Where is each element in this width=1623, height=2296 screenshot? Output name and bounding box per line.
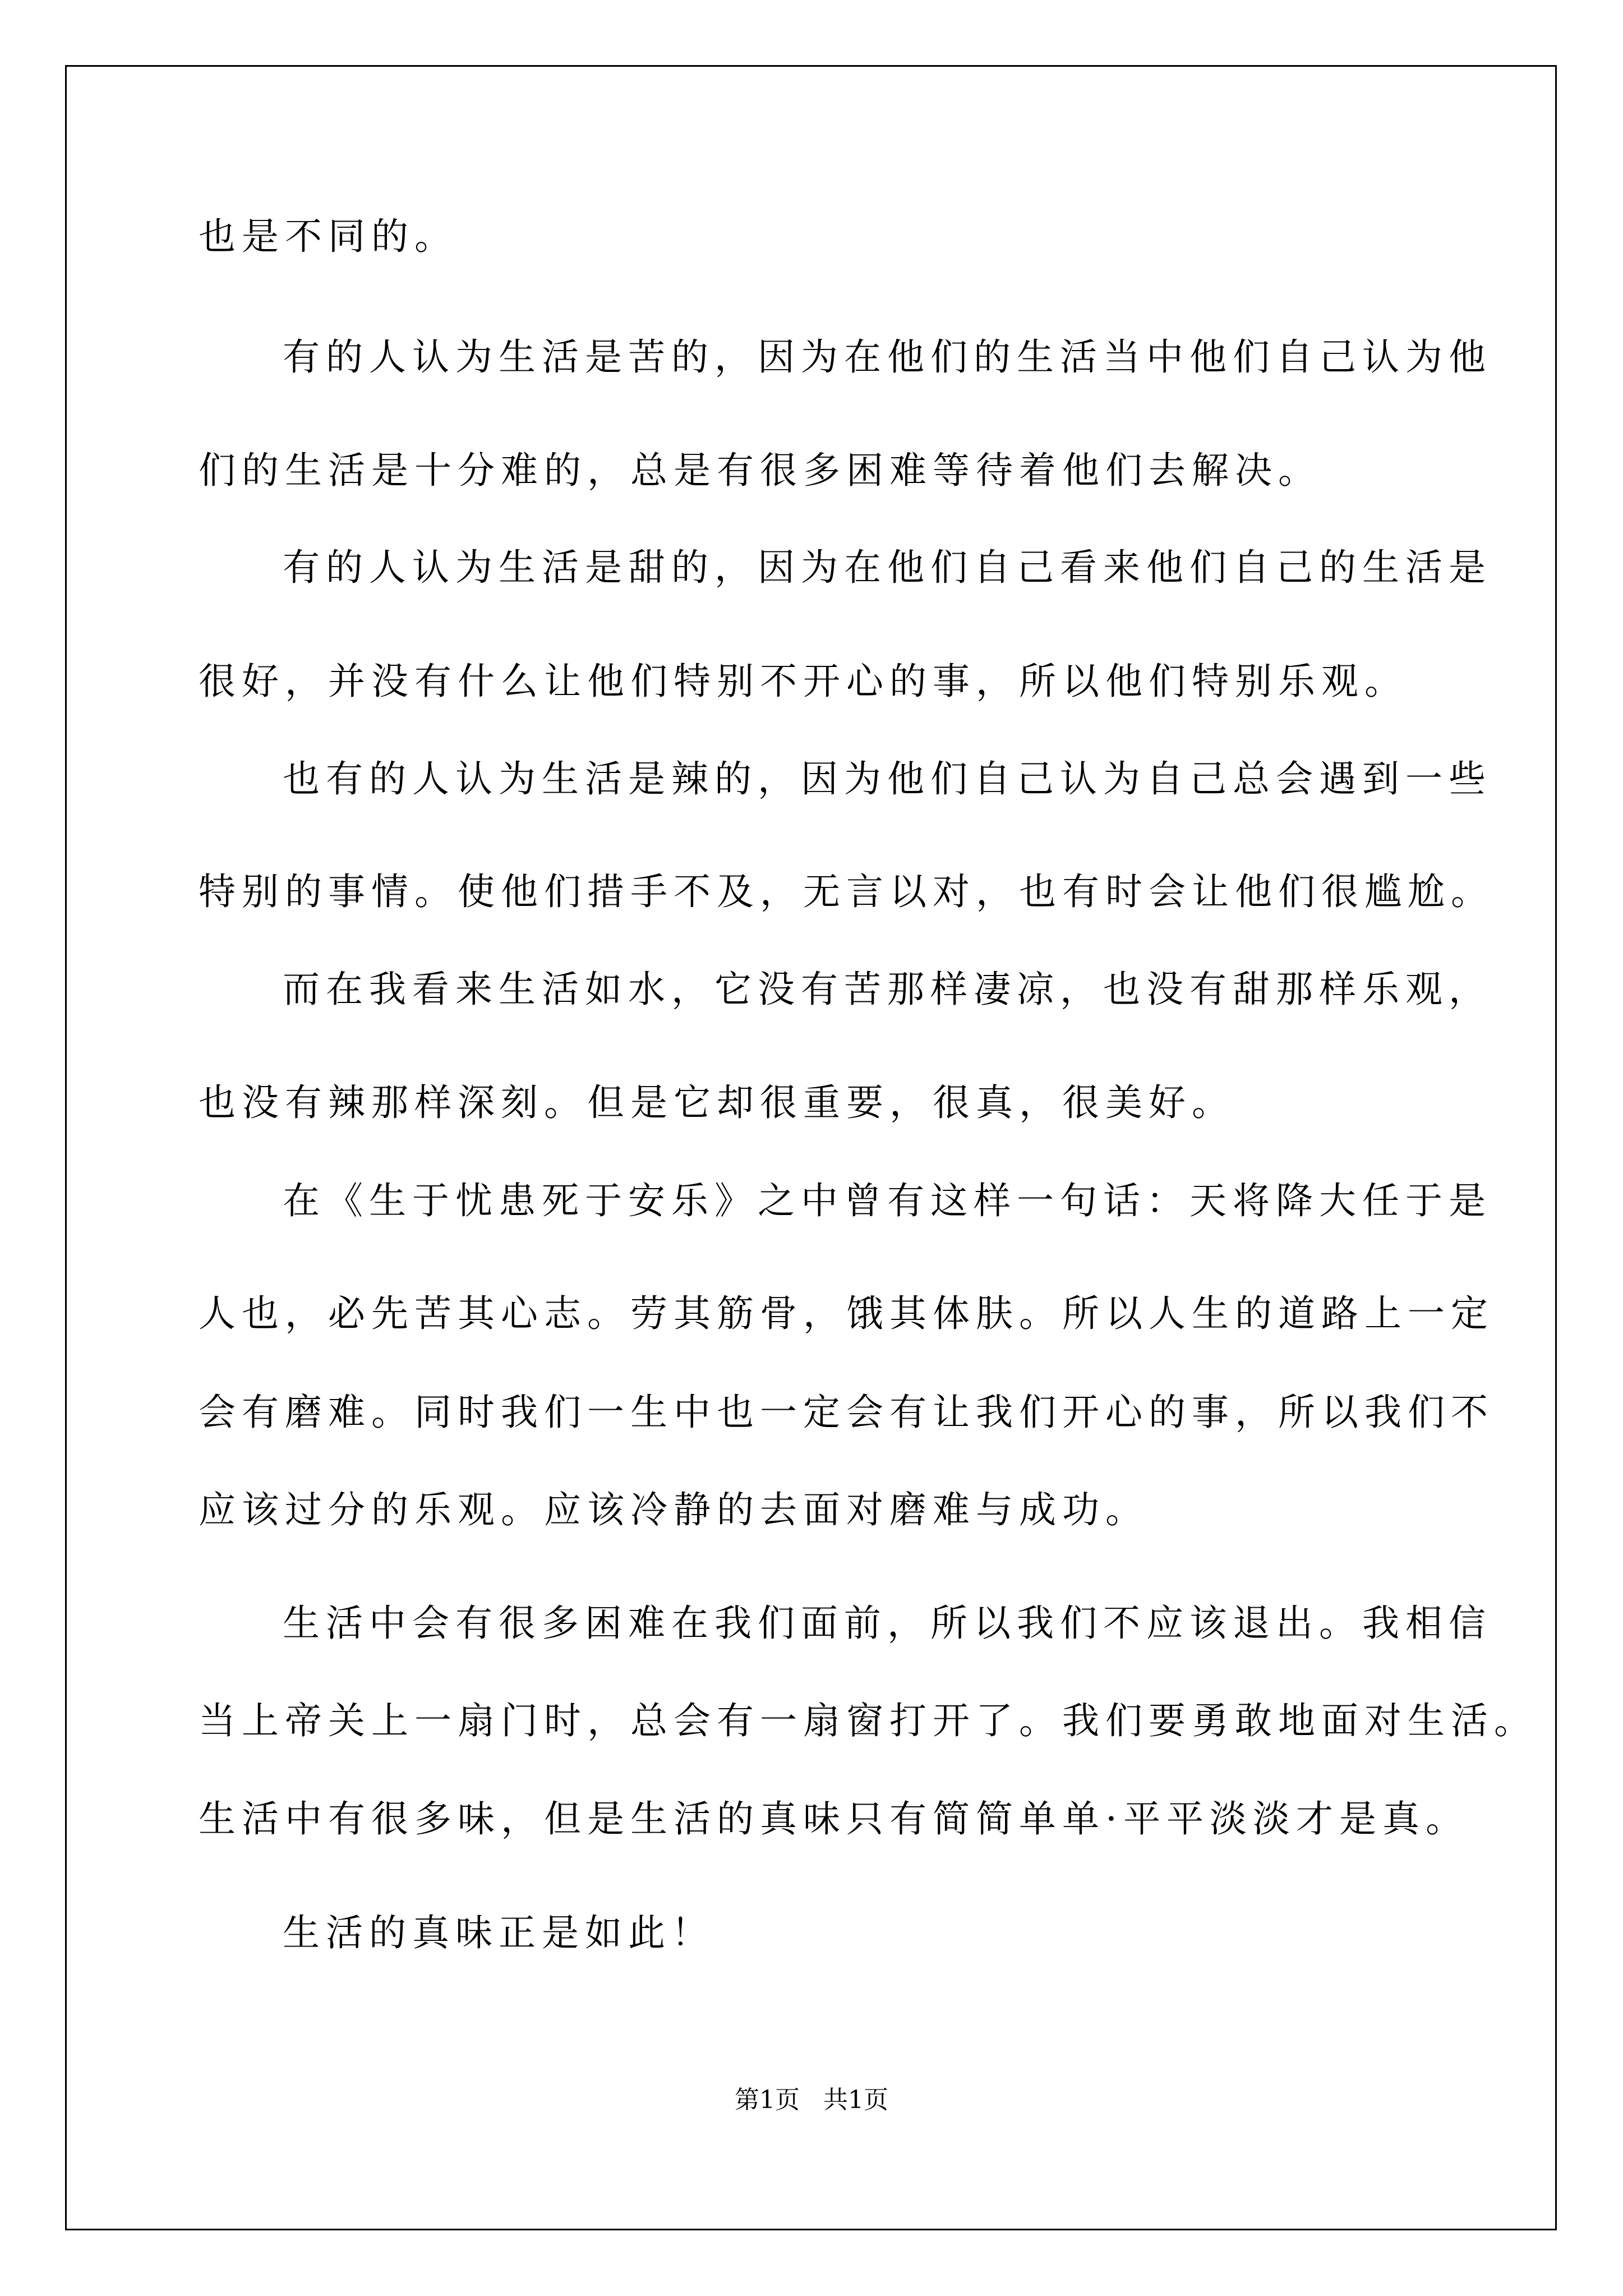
text-line: 也是不同的。 bbox=[199, 215, 458, 258]
text-line: 们的生活是十分难的，总是有很多困难等待着他们去解决。 bbox=[199, 449, 1321, 492]
page-border bbox=[65, 65, 1557, 2230]
text-line: 而在我看来生活如水，它没有苦那样凄凉，也没有甜那样乐观， bbox=[283, 968, 1492, 1011]
page-number: 第1页 bbox=[735, 2086, 800, 2114]
text-line: 生活的真味正是如此！ bbox=[283, 1911, 714, 1954]
text-line: 当上帝关上一扇门时，总会有一扇窗打开了。我们要勇敢地面对生活。 bbox=[199, 1699, 1537, 1742]
text-line: 生活中会有很多困难在我们面前，所以我们不应该退出。我相信 bbox=[283, 1602, 1492, 1645]
text-line: 特别的事情。使他们措手不及，无言以对，也有时会让他们很尴尬。 bbox=[199, 870, 1494, 913]
page-footer bbox=[0, 2085, 1623, 2116]
text-line: 有的人认为生活是甜的，因为在他们自己看来他们自己的生活是 bbox=[283, 546, 1492, 589]
page-count: 共1页 bbox=[823, 2086, 888, 2114]
text-line: 在《生于忧患死于安乐》之中曾有这样一句话：天将降大任于是 bbox=[283, 1179, 1492, 1222]
text-line: 也有的人认为生活是辣的，因为他们自己认为自己总会遇到一些 bbox=[283, 757, 1492, 800]
text-line: 也没有辣那样深刻。但是它却很重要，很真，很美好。 bbox=[199, 1081, 1235, 1124]
text-line: 会有磨难。同时我们一生中也一定会有让我们开心的事，所以我们不 bbox=[199, 1391, 1494, 1434]
text-line: 很好，并没有什么让他们特别不开心的事，所以他们特别乐观。 bbox=[199, 660, 1408, 703]
text-line: 有的人认为生活是苦的，因为在他们的生活当中他们自己认为他 bbox=[283, 335, 1492, 379]
text-line: 生活中有很多味，但是生活的真味只有简简单单·平平淡淡才是真。 bbox=[199, 1797, 1469, 1841]
text-line: 人也，必先苦其心志。劳其筋骨，饿其体肤。所以人生的道路上一定 bbox=[199, 1292, 1494, 1335]
text-line: 应该过分的乐观。应该冷静的去面对磨难与成功。 bbox=[199, 1488, 1149, 1531]
